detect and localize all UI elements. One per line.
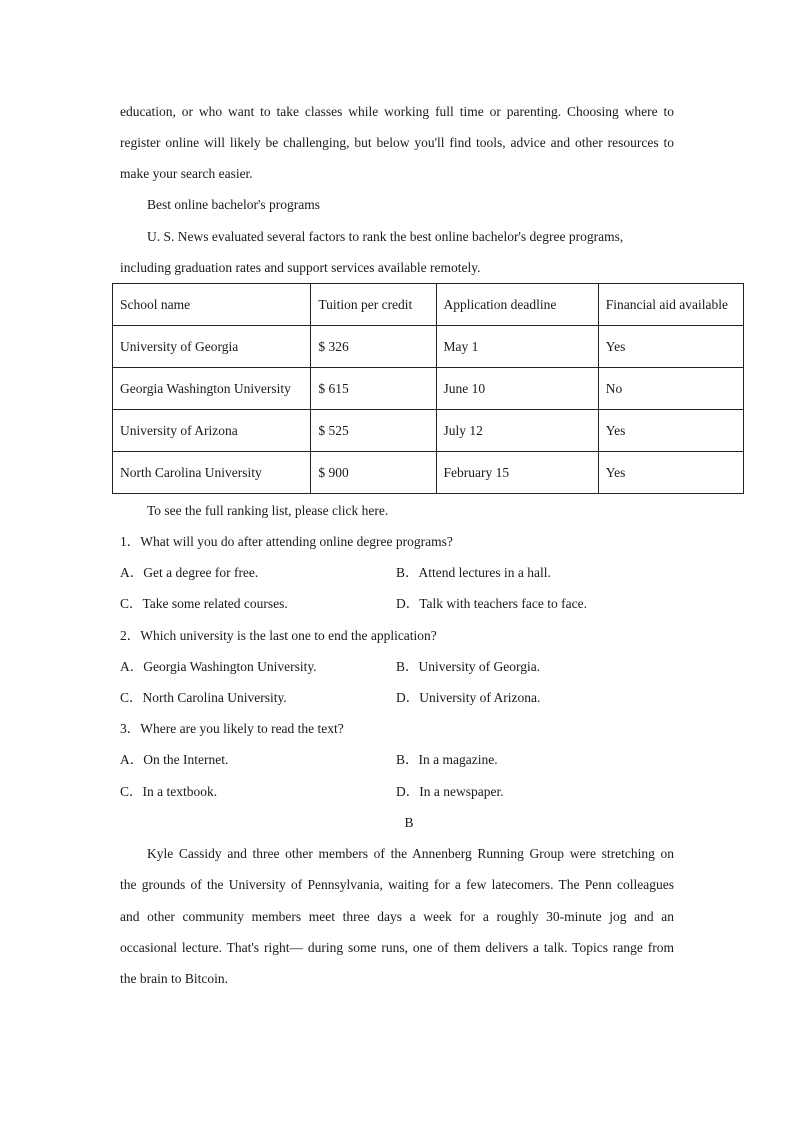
header-deadline: Application deadline xyxy=(436,284,598,326)
table-row xyxy=(113,452,744,494)
cell-tuition: $ 525 xyxy=(311,410,436,452)
cell-deadline: February 15 xyxy=(436,452,598,494)
header-tuition: Tuition per credit xyxy=(311,284,436,326)
question-1-option-b: B．Attend lectures in a hall. xyxy=(396,565,551,580)
question-2-stem: 2．Which university is the last one to end the application? xyxy=(120,628,437,643)
question-2-option-a: A．Georgia Washington University. xyxy=(120,659,317,674)
question-3-option-c: C．In a textbook. xyxy=(120,784,218,799)
section-b-line-3: and other community members meet three days a week for a roughly 30-minute jog and an xyxy=(120,909,674,924)
description-line-1: U. S. News evaluated several factors to rank the best online bachelor's degree programs, xyxy=(147,229,624,244)
header-financial-aid: Financial aid available xyxy=(598,284,743,326)
cell-aid: Yes xyxy=(598,326,743,368)
question-3-stem: 3．Where are you likely to read the text? xyxy=(120,721,344,736)
question-3-option-d: D．In a newspaper. xyxy=(396,784,504,799)
cell-tuition: $ 326 xyxy=(311,326,436,368)
section-b-line-5: the brain to Bitcoin. xyxy=(120,971,228,986)
cell-deadline: May 1 xyxy=(436,326,598,368)
cell-tuition: $ 900 xyxy=(311,452,436,494)
description-line-2: including graduation rates and support services available remotely. xyxy=(120,260,481,275)
question-2-option-d: D．University of Arizona. xyxy=(396,690,541,705)
table-row xyxy=(113,368,744,410)
cell-school: Georgia Washington University xyxy=(113,368,311,410)
table-header-row xyxy=(113,284,744,326)
cell-tuition: $ 615 xyxy=(311,368,436,410)
question-2-option-c: C．North Carolina University. xyxy=(120,690,287,705)
question-3-option-a: A．On the Internet. xyxy=(120,752,229,767)
cell-school: North Carolina University xyxy=(113,452,311,494)
question-2-option-b: B．University of Georgia. xyxy=(396,659,541,674)
cell-aid: No xyxy=(598,368,743,410)
header-school-name: School name xyxy=(113,284,311,326)
intro-line-1: education, or who want to take classes while working full time or parenting. Choosing where to xyxy=(120,104,674,119)
table-row xyxy=(113,326,744,368)
cell-deadline: June 10 xyxy=(436,368,598,410)
question-1-stem: 1．What will you do after attending online degree programs? xyxy=(120,534,453,549)
intro-line-2: register online will likely be challenging, but below you'll find tools, advice and other resources to xyxy=(120,135,674,150)
section-b-line-2: the grounds of the University of Pennsylvania, waiting for a few latecomers. The Penn colleagues xyxy=(120,877,674,892)
section-b-line-4: occasional lecture. That's right— during some runs, one of them delivers a talk. Topics range from xyxy=(120,940,674,955)
intro-line-3: make your search easier. xyxy=(120,166,253,181)
question-1-option-d: D．Talk with teachers face to face. xyxy=(396,596,587,611)
section-heading: Best online bachelor's programs xyxy=(147,197,321,212)
table-row xyxy=(113,410,744,452)
cell-deadline: July 12 xyxy=(436,410,598,452)
question-1-option-a: A．Get a degree for free. xyxy=(120,565,259,580)
question-3-option-b: B．In a magazine. xyxy=(396,752,498,767)
section-b-line-1: Kyle Cassidy and three other members of the Annenberg Running Group were stretching on xyxy=(147,846,674,861)
ranking-table xyxy=(112,283,744,494)
question-1-option-c: C．Take some related courses. xyxy=(120,596,288,611)
cell-school: University of Georgia xyxy=(113,326,311,368)
section-b-label: B xyxy=(404,815,414,830)
cell-school: University of Arizona xyxy=(113,410,311,452)
cell-aid: Yes xyxy=(598,452,743,494)
full-ranking-link-text: To see the full ranking list, please click here. xyxy=(147,503,389,518)
cell-aid: Yes xyxy=(598,410,743,452)
